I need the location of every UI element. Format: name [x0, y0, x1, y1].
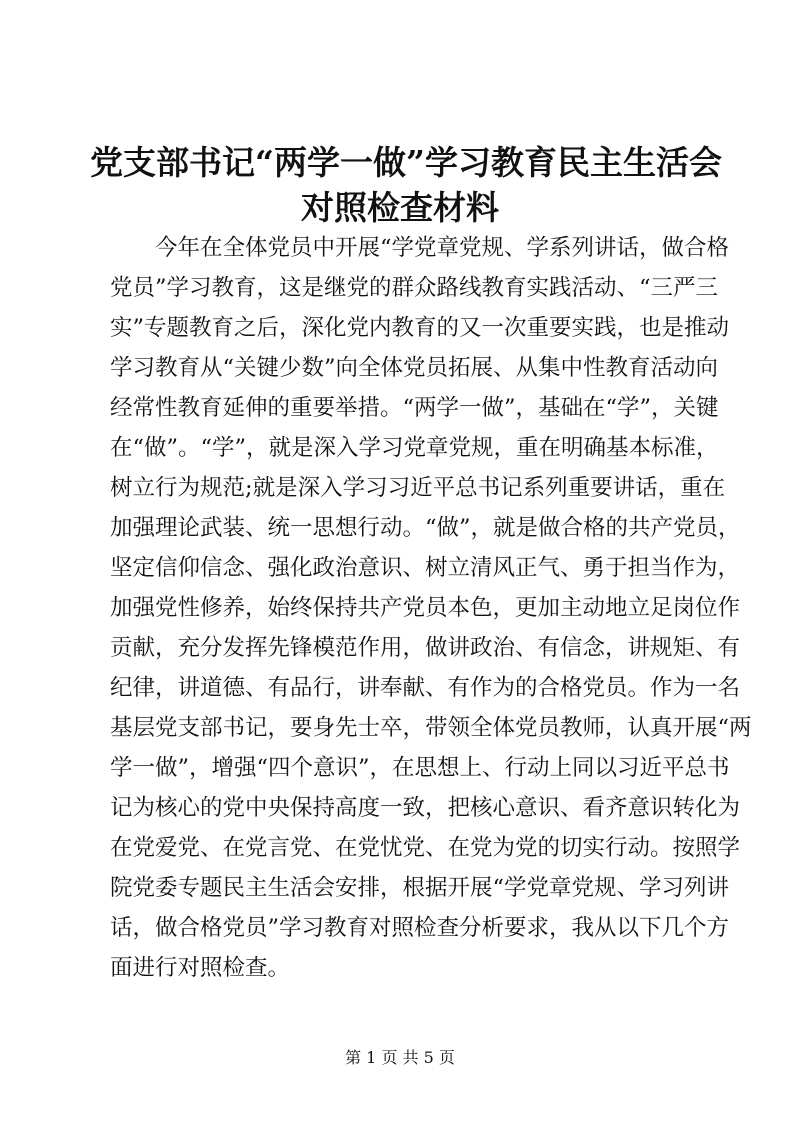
body-line: 在“做”。“学”，就是深入学习党章党规，重在明确基本标准， — [110, 435, 719, 461]
title-line-2: 对照检查材料 — [301, 188, 499, 227]
body-line: 院党委专题民主生活会安排，根据开展“学党章党规、学习列讲 — [110, 875, 730, 901]
body-line: 学一做”，增强“四个意识”，在思想上、行动上同以习近平总书 — [110, 755, 730, 781]
body-line: 树立行为规范;就是深入学习习近平总书记系列重要讲话，重在 — [110, 475, 726, 501]
body-line: 加强理论武装、统一思想行动。“做”，就是做合格的共产党员， — [110, 515, 741, 541]
body-line: 加强党性修养，始终保持共产党员本色，更加主动地立足岗位作 — [110, 595, 741, 621]
document-title — [90, 140, 722, 230]
body-line: 坚定信仰信念、强化政治意识、树立清风正气、勇于担当作为， — [110, 555, 741, 581]
body-line: 今年在全体党员中开展“学党章党规、学系列讲话，做合格 — [155, 235, 730, 261]
body-line: 话，做合格党员”学习教育对照检查分析要求，我从以下几个方 — [110, 915, 730, 941]
page-number-footer: 第 1 页 共 5 页 — [345, 1048, 455, 1067]
body-line: 贡献，充分发挥先锋模范作用，做讲政治、有信念，讲规矩、有 — [110, 635, 741, 661]
body-line: 基层党支部书记，要身先士卒，带领全体党员教师，认真开展“两 — [110, 715, 752, 741]
document-body — [110, 228, 752, 988]
body-line: 学习教育从“关键少数”向全体党员拓展、从集中性教育活动向 — [110, 355, 719, 381]
body-line: 面进行对照检查。 — [110, 955, 291, 981]
body-line: 在党爱党、在党言党、在党忧党、在党为党的切实行动。按照学 — [110, 835, 741, 861]
title-line-1: 党支部书记“两学一做”学习教育民主生活会 — [90, 143, 722, 182]
body-line: 党员”学习教育，这是继党的群众路线教育实践活动、“三严三 — [110, 275, 719, 301]
body-line: 经常性教育延伸的重要举措。“两学一做”，基础在“学”，关键 — [110, 395, 719, 421]
body-line: 记为核心的党中央保持高度一致，把核心意识、看齐意识转化为 — [110, 795, 741, 821]
body-line: 纪律，讲道德、有品行，讲奉献、有作为的合格党员。作为一名 — [110, 675, 741, 701]
body-line: 实”专题教育之后，深化党内教育的又一次重要实践，也是推动 — [110, 315, 730, 341]
